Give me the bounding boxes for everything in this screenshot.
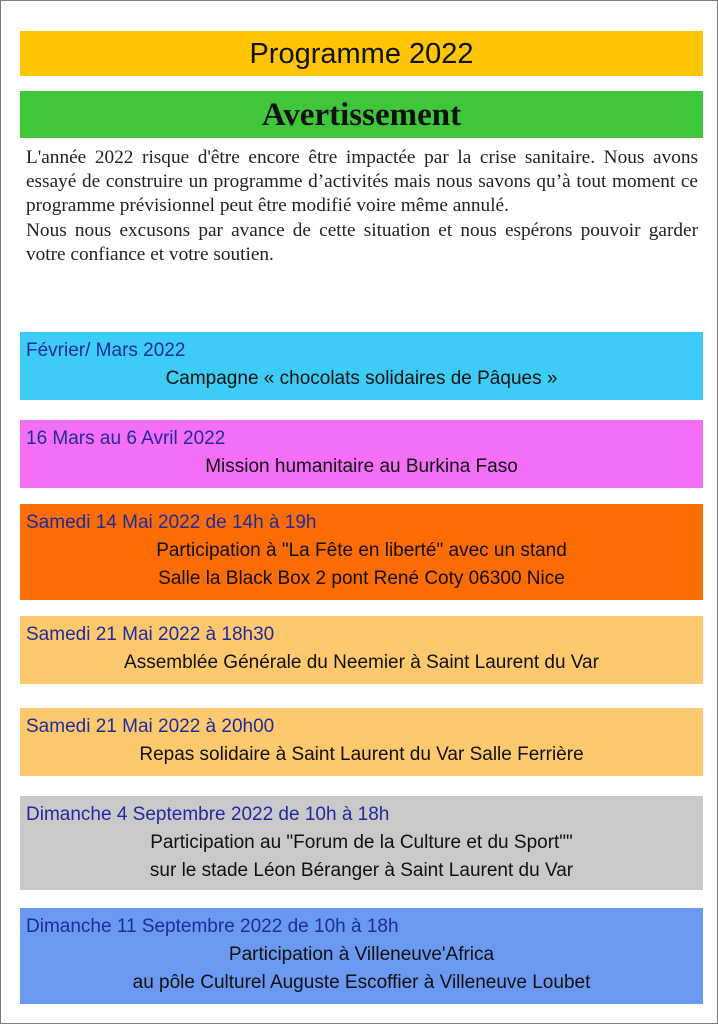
intro-text — [26, 146, 698, 267]
event-location: sur le stade Léon Béranger à Saint Laurent du Var — [149, 860, 574, 881]
event-description: Campagne « chocolats solidaires de Pâques » — [165, 368, 558, 389]
event-location: au pôle Culturel Auguste Escoffier à Villeneuve Loubet — [132, 972, 591, 993]
event-block — [20, 332, 703, 400]
event-date: Février/ Mars 2022 — [26, 340, 186, 361]
event-date: 16 Mars au 6 Avril 2022 — [26, 428, 226, 449]
intro-paragraph: L'année 2022 risque d'être encore être impactée par la crise sanitaire. Nous avons essayé de construire un programme d’activités mais nous savons qu’à tout moment ce programme prévisionnel peut être modifié voire même annulé. — [26, 147, 698, 217]
event-date: Samedi 14 Mai 2022 de 14h à 19h — [26, 512, 317, 533]
event-block — [20, 796, 703, 890]
event-description: Participation à "La Fête en liberté" avec un stand — [156, 540, 567, 561]
event-block — [20, 504, 703, 600]
event-date: Dimanche 4 Septembre 2022 de 10h à 18h — [26, 804, 390, 825]
event-block — [20, 616, 703, 684]
event-date: Samedi 21 Mai 2022 à 18h30 — [26, 624, 275, 645]
event-description: Participation à Villeneuve'Africa — [228, 944, 495, 965]
event-description: Assemblée Générale du Neemier à Saint Laurent du Var — [124, 652, 599, 673]
event-location: Salle la Black Box 2 pont René Coty 06300 Nice — [158, 568, 565, 589]
event-block — [20, 908, 703, 1004]
page-title: Programme 2022 — [20, 31, 703, 76]
event-block — [20, 708, 703, 776]
intro-paragraph: Nous nous excusons par avance de cette situation et nous espérons pouvoir garder votre confiance et votre soutien. — [26, 219, 698, 265]
warning-heading: Avertissement — [20, 91, 703, 138]
event-date: Dimanche 11 Septembre 2022 de 10h à 18h — [26, 916, 399, 937]
event-date: Samedi 21 Mai 2022 à 20h00 — [26, 716, 275, 737]
event-block — [20, 420, 703, 488]
event-description: Mission humanitaire au Burkina Faso — [205, 456, 518, 477]
event-description: Participation au "Forum de la Culture et du Sport"" — [150, 832, 573, 853]
event-description: Repas solidaire à Saint Laurent du Var Salle Ferrière — [139, 744, 584, 765]
